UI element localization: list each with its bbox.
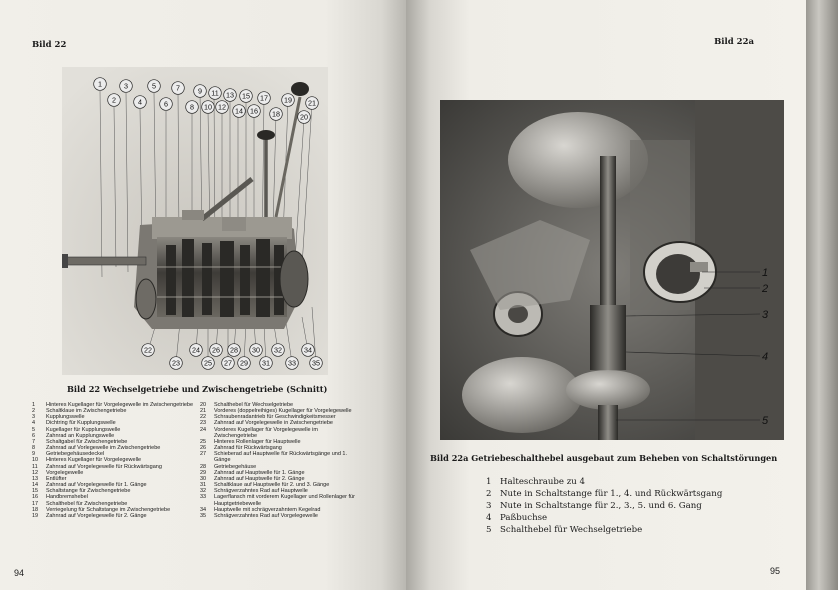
callout-label: 23: [172, 358, 180, 368]
legend-number: 6: [32, 432, 36, 439]
photo-callout: 4: [762, 351, 769, 363]
legend-text: Schaltgabel für Zwischengetriebe: [46, 438, 128, 445]
legend-number: 34: [200, 506, 207, 513]
photo-callout: 5: [762, 415, 769, 427]
list-item: [486, 512, 722, 524]
callout-label: 17: [260, 93, 268, 103]
callout-label: 24: [192, 345, 200, 355]
legend-number: 2: [32, 408, 36, 415]
page-header: Bild 22a: [714, 37, 754, 47]
legend-number: 33: [200, 494, 207, 501]
legend-text: Vorderes (doppelreihiges) Kugellager für Vorgelegewelle: [214, 408, 352, 415]
legend-number: 21: [200, 408, 207, 415]
list-item: [486, 476, 722, 488]
legend-number: 14: [32, 482, 39, 489]
legend-number: 15: [32, 488, 39, 495]
legend-number: 28: [200, 463, 207, 470]
item-text: Schalthebel für Wechselgetriebe: [500, 525, 643, 535]
legend-text: Schieberad auf Hauptwelle für Rückwärtsgänge und 1. Gänge: [214, 451, 347, 464]
callout-label: 22: [144, 345, 152, 355]
legend-text: Getriebegehäusedeckel: [46, 451, 105, 458]
legend-number: 16: [32, 494, 39, 501]
legend-item: [200, 427, 360, 439]
left-page: [0, 0, 406, 590]
parts-list: [486, 476, 722, 536]
item-number: 5: [486, 525, 492, 535]
page-number: 94: [14, 568, 25, 578]
callout-label: 2: [112, 95, 116, 105]
callout-label: 12: [218, 102, 226, 112]
callout-label: 14: [235, 106, 243, 116]
callout-label: 31: [262, 358, 270, 368]
callout-label: 13: [226, 90, 234, 100]
legend-text: Handbremshebel: [46, 494, 88, 501]
legend-number: 31: [200, 482, 207, 489]
callout-label: 18: [272, 109, 280, 119]
callout-label: 32: [274, 345, 282, 355]
legend-number: 8: [32, 445, 36, 452]
item-number: 1: [486, 477, 492, 487]
legend-number: 18: [32, 506, 39, 513]
callout-label: 27: [224, 358, 232, 368]
legend-text: Schaltklaue auf Hauptwelle für 2. und 3. Gänge: [214, 482, 330, 489]
legend-number: 35: [200, 512, 207, 519]
callout-label: 25: [204, 358, 212, 368]
legend-text: Zahnrad auf Vorgelegewelle für 1. Gänge: [46, 482, 147, 489]
callout-label: 28: [230, 345, 238, 355]
legend-number: 12: [32, 469, 39, 476]
list-item: [486, 524, 722, 536]
legend-text: Entlüfter: [46, 475, 67, 482]
legend-number: 27: [200, 451, 207, 458]
legend-text: Zahnrad auf Vorgelegewelle für 2. Gänge: [46, 512, 147, 519]
legend-number: 24: [200, 426, 207, 433]
legend-text: Schalthebel für Wechselgetriebe: [214, 402, 294, 408]
item-number: 4: [486, 513, 492, 523]
legend-item: [200, 494, 360, 506]
legend-number: 7: [32, 438, 36, 445]
gearbox-section-figure: [62, 67, 328, 375]
figure-caption: Bild 22 Wechselgetriebe und Zwischengetriebe (Schnitt): [67, 384, 328, 394]
item-text: Nute in Schaltstange für 2., 3., 5. und 6. Gang: [500, 501, 702, 511]
legend-number: 5: [32, 426, 36, 433]
legend-number: 20: [200, 402, 207, 408]
callout-label: 9: [198, 86, 202, 96]
legend-item: [32, 513, 196, 519]
photo-callout: 3: [762, 309, 769, 321]
callout-label: 21: [308, 98, 316, 108]
legend-text: Schaltstange für Zwischengetriebe: [46, 488, 131, 495]
callout-label: 16: [250, 106, 258, 116]
callout-label: 15: [242, 91, 250, 101]
legend-text: Zahnrad auf Hauptwelle für 2. Gänge: [214, 475, 305, 482]
legend-text: Dichtring für Kupplungswelle: [46, 420, 116, 427]
legend-text: Hinteres Kugellager für Vorgelegewelle: [46, 457, 142, 464]
legend-number: 22: [200, 414, 207, 421]
legend-text: Schalthebel für Zwischengetriebe: [46, 500, 128, 507]
callout-label: 3: [124, 81, 128, 91]
legend-text: Getriebegehäuse: [214, 463, 257, 470]
page-number: 95: [770, 566, 781, 576]
figure-caption: Bild 22a Getriebeschalthebel ausgebaut zum Beheben von Schaltstörungen: [430, 453, 778, 463]
legend-number: 17: [32, 500, 39, 507]
callout-label: 8: [190, 102, 194, 112]
shift-lever-photo: [440, 100, 784, 440]
legend-text: Vorderes Kugellager für Vorgelegewelle im Zwischengetriebe: [214, 426, 318, 439]
legend-text: Kugellager für Kupplungswelle: [46, 426, 121, 433]
legend-number: 29: [200, 469, 207, 476]
callout-label: 19: [284, 95, 292, 105]
legend-number: 25: [200, 438, 207, 445]
item-text: Nute in Schaltstange für 1., 4. und Rückwärtsgang: [500, 489, 723, 499]
item-text: Halteschraube zu 4: [500, 477, 586, 487]
legend-number: 11: [32, 463, 38, 470]
item-text: Paßbuchse: [500, 513, 548, 523]
legend-number: 13: [32, 475, 39, 482]
legend-number: 19: [32, 512, 39, 519]
legend-text: Schaltklaue im Zwischengetriebe: [46, 408, 127, 415]
callout-label: 33: [288, 358, 296, 368]
callout-label: 35: [312, 358, 320, 368]
legend-text: Schrägverzahntes Rad auf Hauptwelle: [214, 488, 308, 495]
legend-text: Kupplungswelle: [46, 414, 85, 421]
callout-label: 4: [138, 97, 142, 107]
callout-label: 34: [304, 345, 312, 355]
book-edge: [806, 0, 838, 590]
legend-item: [200, 451, 360, 463]
list-item: [486, 488, 722, 500]
legend-text: Hinteres Rollenlager für Hauptwelle: [214, 438, 301, 445]
legend-column-left: [32, 402, 196, 519]
legend-text: Zahnrad für Rückwärtsgang: [214, 445, 282, 452]
legend-text: Hauptwelle mit schrägverzahntem Kegelrad: [214, 506, 321, 513]
item-number: 3: [486, 501, 492, 511]
legend-number: 23: [200, 420, 207, 427]
legend-text: Schraubenradantrieb für Geschwindigkeitsmesser: [214, 414, 336, 421]
legend-number: 32: [200, 488, 207, 495]
legend-text: Zahnrad an Kupplungswelle: [46, 432, 115, 439]
legend-text: Zahnrad auf Vorgelegewelle in Zwischengetriebe: [214, 420, 333, 427]
callout-label: 1: [98, 79, 102, 89]
callout-label: 10: [204, 102, 212, 112]
item-number: 2: [486, 489, 492, 499]
callout-label: 5: [152, 81, 156, 91]
page-header: Bild 22: [32, 40, 67, 50]
callout-label: 6: [164, 99, 168, 109]
legend-text: Lagerflansch mit vorderem Kugellager und Rollenlager für Hauptgetriebewelle: [214, 494, 355, 507]
legend-number: 3: [32, 414, 36, 421]
legend-text: Schrägverzahntes Rad auf Vorgelegewelle: [214, 512, 318, 519]
legend-number: 4: [32, 420, 36, 427]
legend-text: Hinteres Kugellager für Vorgelegewelle im Zwischengetriebe: [46, 402, 194, 408]
legend-text: Zahnrad auf Vorgelegewelle für Rückwärtsgang: [46, 463, 162, 470]
legend-text: Zahnrad auf Hauptwelle für 1. Gänge: [214, 469, 305, 476]
callout-label: 11: [211, 88, 219, 98]
legend-column-right: [200, 402, 360, 519]
callout-label: 7: [176, 83, 180, 93]
legend-text: Zahnrad auf Vorlegewelle im Zwischengetriebe: [46, 445, 161, 452]
callout-label: 20: [300, 112, 308, 122]
legend-number: 26: [200, 445, 207, 452]
legend-item: [200, 513, 360, 519]
legend-number: 30: [200, 475, 207, 482]
photo-callout: 1: [762, 267, 769, 279]
callout-label: 26: [212, 345, 220, 355]
list-item: [486, 500, 722, 512]
callout-label: 30: [252, 345, 260, 355]
legend-number: 1: [32, 402, 36, 408]
legend-number: 10: [32, 457, 39, 464]
legend-number: 9: [32, 451, 36, 458]
legend-text: Verriegelung für Schaltstange im Zwischengetriebe: [46, 506, 171, 513]
legend-text: Vorgelegewelle: [46, 469, 84, 476]
callout-label: 29: [240, 358, 248, 368]
photo-callout: 2: [762, 283, 769, 295]
